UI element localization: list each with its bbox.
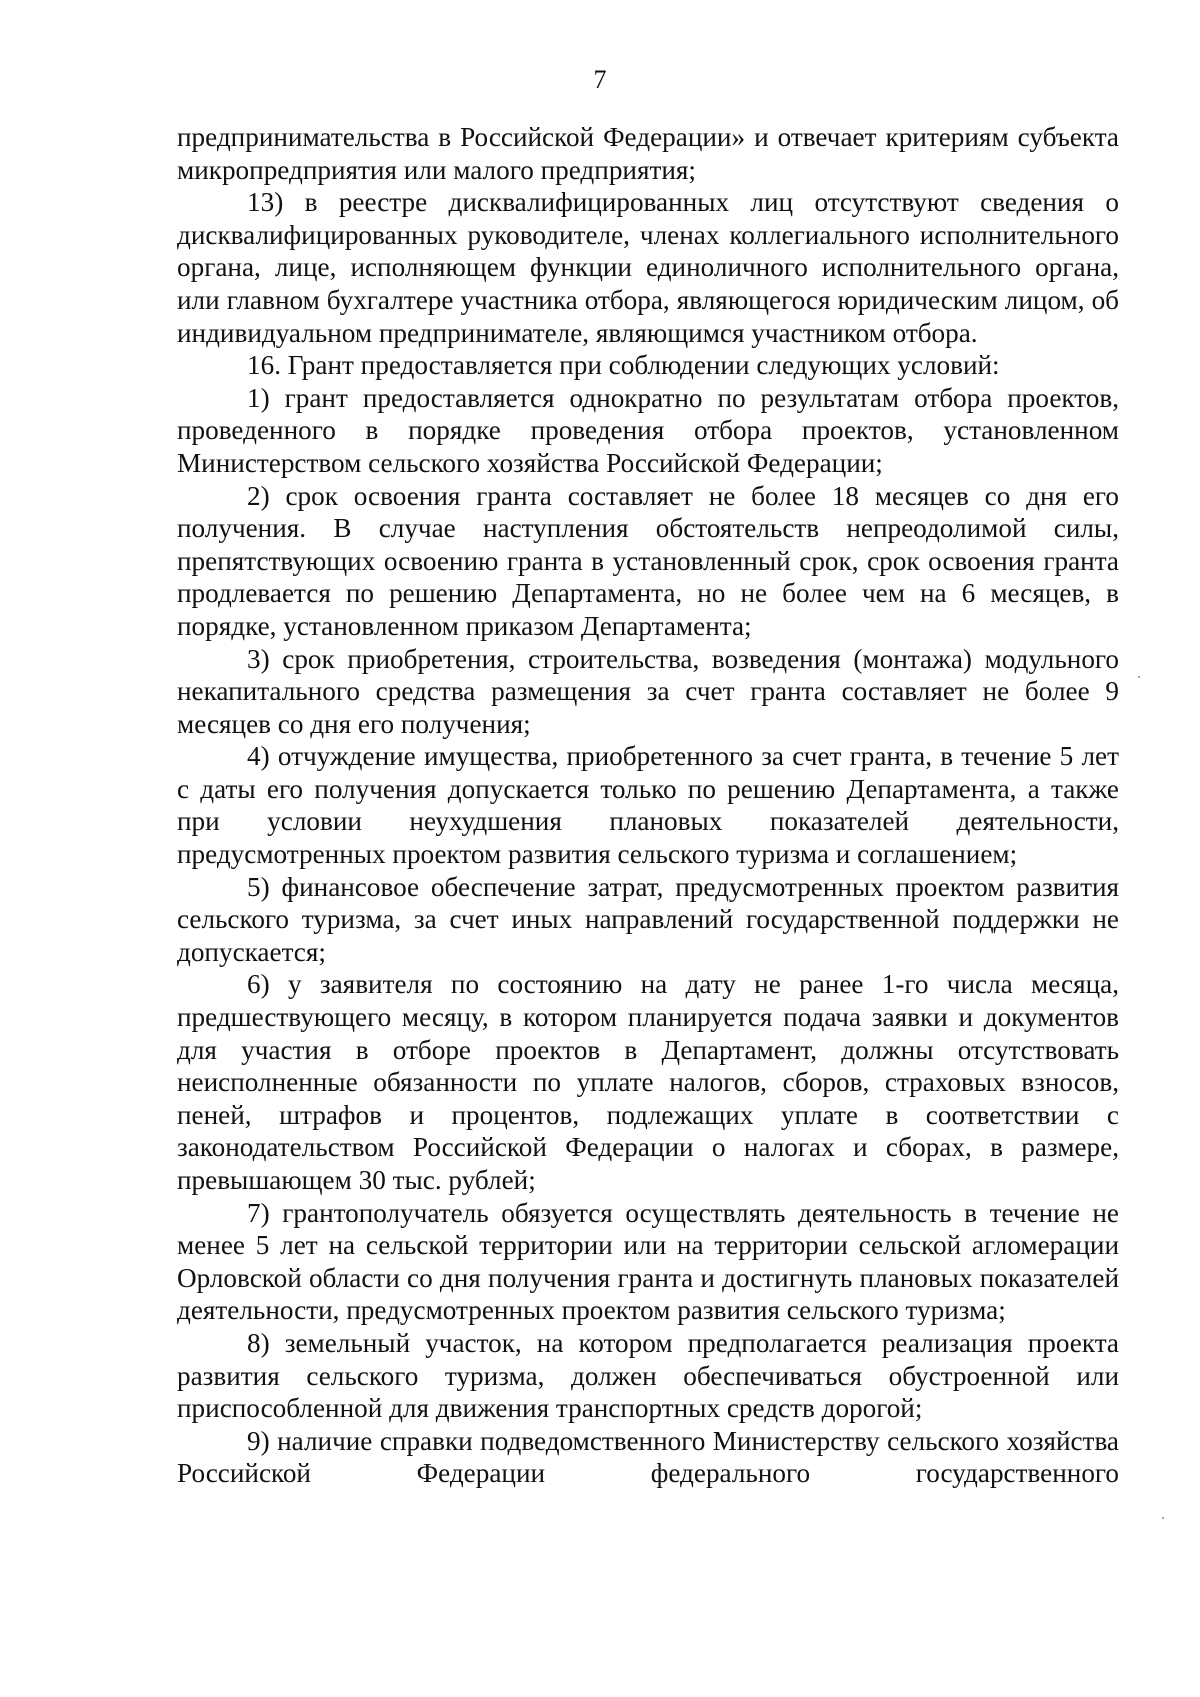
page-number: 7: [593, 65, 607, 94]
paragraph-condition-7: 7) грантополучатель обязуется осуществлять деятельность в течение не менее 5 лет на сельской территории или на территории сельской агломерации Орловской области со дня получения гранта и достигнуть плановых показателей деятельности, предусмотренных проектом развития сельского туризма;: [177, 1197, 1119, 1326]
paragraph-condition-2: 2) срок освоения гранта составляет не более 18 месяцев со дня его получения. В случае наступления обстоятельств непреодолимой силы, препятствующих освоению гранта в установленный срок, срок освоения гранта продлевается по решению Департамента, но не более чем на 6 месяцев, в порядке, установленном приказом Департамента;: [177, 480, 1119, 641]
paragraph-condition-1: 1) грант предоставляется однократно по результатам отбора проектов, проведенного в порядке проведения отбора проектов, установленном Министерством сельского хозяйства Российской Федерации;: [177, 382, 1119, 478]
scan-speck: [1162, 1517, 1164, 1519]
paragraph-item-13: 13) в реестре дисквалифицированных лиц отсутствуют сведения о дисквалифицированных руководителе, членах коллегиального исполнительного органа, лице, исполняющем функции единоличного исполнительного органа, или главном бухгалтере участника отбора, являющегося юридическим лицом, об индивидуальном предпринимателе, являющимся участником отбора.: [177, 187, 1119, 348]
paragraph-condition-9: 9) наличие справки подведомственного Министерству сельского хозяйства Российской Федерации федерального государственного: [177, 1425, 1119, 1489]
paragraph-condition-8: 8) земельный участок, на котором предполагается реализация проекта развития сельского туризма, должен обеспечиваться обустроенной или приспособленной для движения транспортных средств дорогой;: [177, 1327, 1119, 1424]
paragraph-condition-4: 4) отчуждение имущества, приобретенного за счет гранта, в течение 5 лет с даты его получения допускается только по решению Департамента, а также при условии неухудшения плановых показателей деятельности, предусмотренных проектом развития сельского туризма и соглашением;: [177, 741, 1119, 870]
paragraph-condition-5: 5) финансовое обеспечение затрат, предусмотренных проектом развития сельского туризма, за счет иных направлений государственной поддержки не допускается;: [177, 871, 1119, 967]
paragraph-continuation: предпринимательства в Российской Федерации» и отвечает критериям субъекта микропредприятия или малого предприятия;: [177, 122, 1119, 185]
document-body: [177, 121, 1119, 1490]
paragraph-condition-6: 6) у заявителя по состоянию на дату не ранее 1-го числа месяца, предшествующего месяцу, в котором планируется подача заявки и документов для участия в отборе проектов в Департамент, должны отсутствовать неисполненные обязанности по уплате налогов, сборов, страховых взносов, пеней, штрафов и процентов, подлежащих уплате в соответствии с законодательством Российской Федерации о налогах и сборах, в размере, превышающем 30 тыс. рублей;: [177, 969, 1119, 1195]
paragraph-section-16: 16. Грант предоставляется при соблюдении следующих условий:: [247, 350, 1000, 381]
paragraph-condition-3: 3) срок приобретения, строительства, возведения (монтажа) модульного некапитального средства размещения за счет гранта составляет не более 9 месяцев со дня его получения;: [177, 643, 1119, 739]
scan-speck: [1138, 676, 1140, 678]
